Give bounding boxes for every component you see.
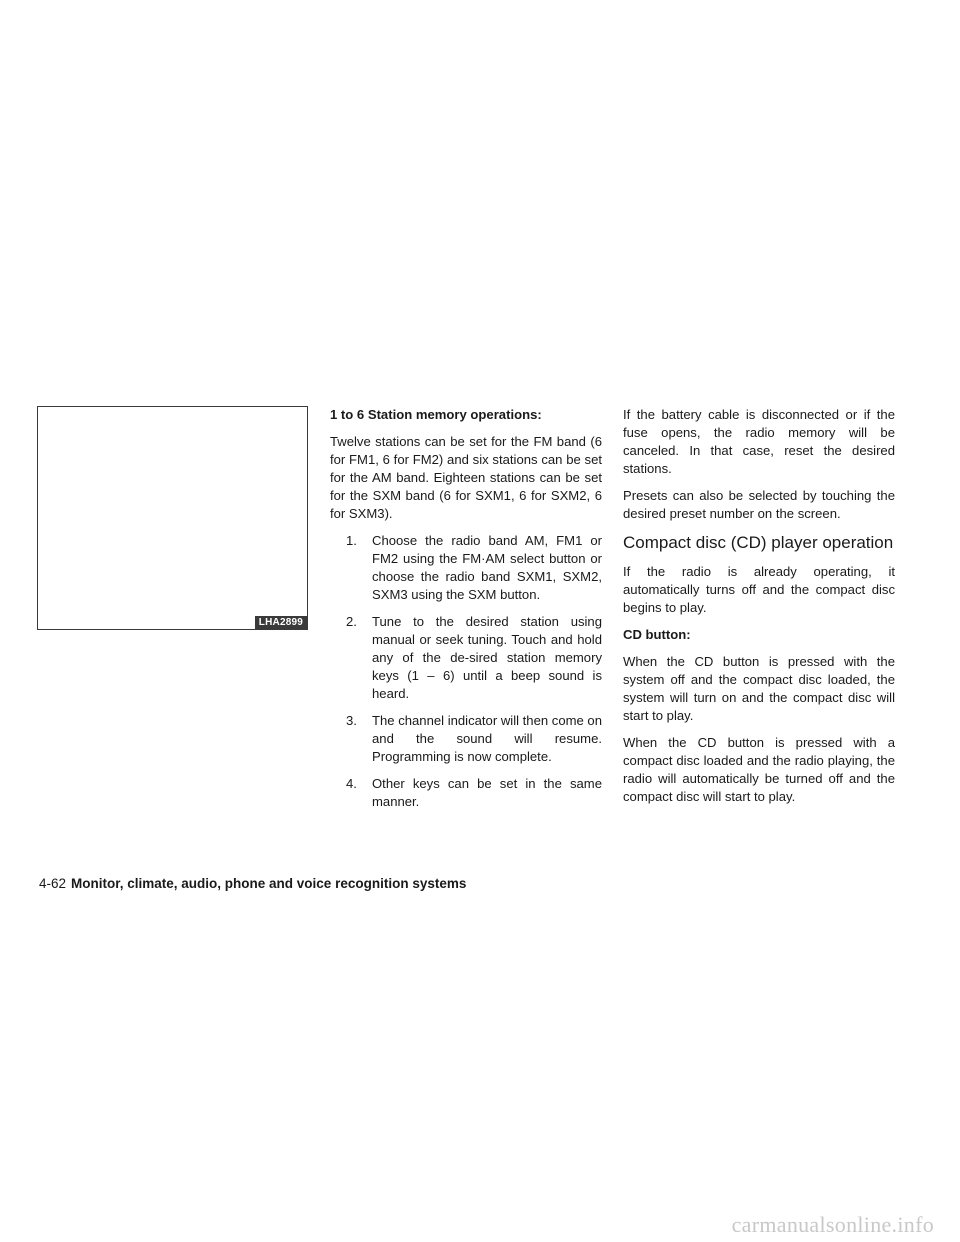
step-text: Choose the radio band AM, FM1 or FM2 using the FM·AM select button or choose the radio band SXM1, SXM2, SXM3 using the SXM button. (372, 533, 602, 602)
cd-system-off-paragraph: When the CD button is pressed with the system off and the compact disc loaded, the system will turn on and the compact disc will start to play. (623, 654, 895, 723)
cd-radio-playing-paragraph: When the CD button is pressed with a compact disc loaded and the radio playing, the radio will automatically be turned off and the compact disc will start to play. (623, 735, 895, 804)
step-number: 2. (346, 614, 357, 629)
station-memory-subheading: 1 to 6 Station memory operations: (330, 407, 542, 422)
cd-section-title: Compact disc (CD) player operation (623, 533, 894, 552)
station-memory-intro: Twelve stations can be set for the FM band (6 for FM1, 6 for FM2) and six stations can be set for the AM band. Eighteen stations can be set for the SXM band (6 for SXM1, 6 for SXM2, 6 for SXM3). (330, 434, 602, 521)
cd-button-subheading: CD button: (623, 627, 691, 642)
station-memory-steps (330, 532, 602, 811)
right-column (623, 406, 895, 815)
step-item (330, 613, 602, 703)
step-text: The channel indicator will then come on and the sound will resume. Programming is now complete. (372, 713, 602, 764)
figure-placeholder (37, 406, 308, 630)
step-text: Tune to the desired station using manual or seek tuning. Touch and hold any of the de-sired station memory keys (1 – 6) until a beep sound is heard. (372, 614, 602, 701)
watermark: carmanualsonline.info (731, 1212, 934, 1237)
page-number: 4-62 (39, 876, 67, 891)
page-footer (39, 876, 466, 891)
chapter-title: Monitor, climate, audio, phone and voice recognition systems (71, 876, 467, 891)
middle-column (330, 406, 602, 820)
figure-label: LHA2899 (255, 616, 307, 629)
battery-paragraph: If the battery cable is disconnected or if the fuse opens, the radio memory will be canceled. In that case, reset the desired stations. (623, 407, 895, 476)
presets-paragraph: Presets can also be selected by touching the desired preset number on the screen. (623, 488, 895, 521)
step-number: 1. (346, 533, 357, 548)
cd-intro-paragraph: If the radio is already operating, it automatically turns off and the compact disc begins to play. (623, 564, 895, 615)
step-text: Other keys can be set in the same manner. (372, 776, 602, 809)
step-number: 3. (346, 713, 357, 728)
step-item (330, 775, 602, 811)
step-item (330, 712, 602, 766)
step-number: 4. (346, 776, 357, 791)
step-item (330, 532, 602, 604)
